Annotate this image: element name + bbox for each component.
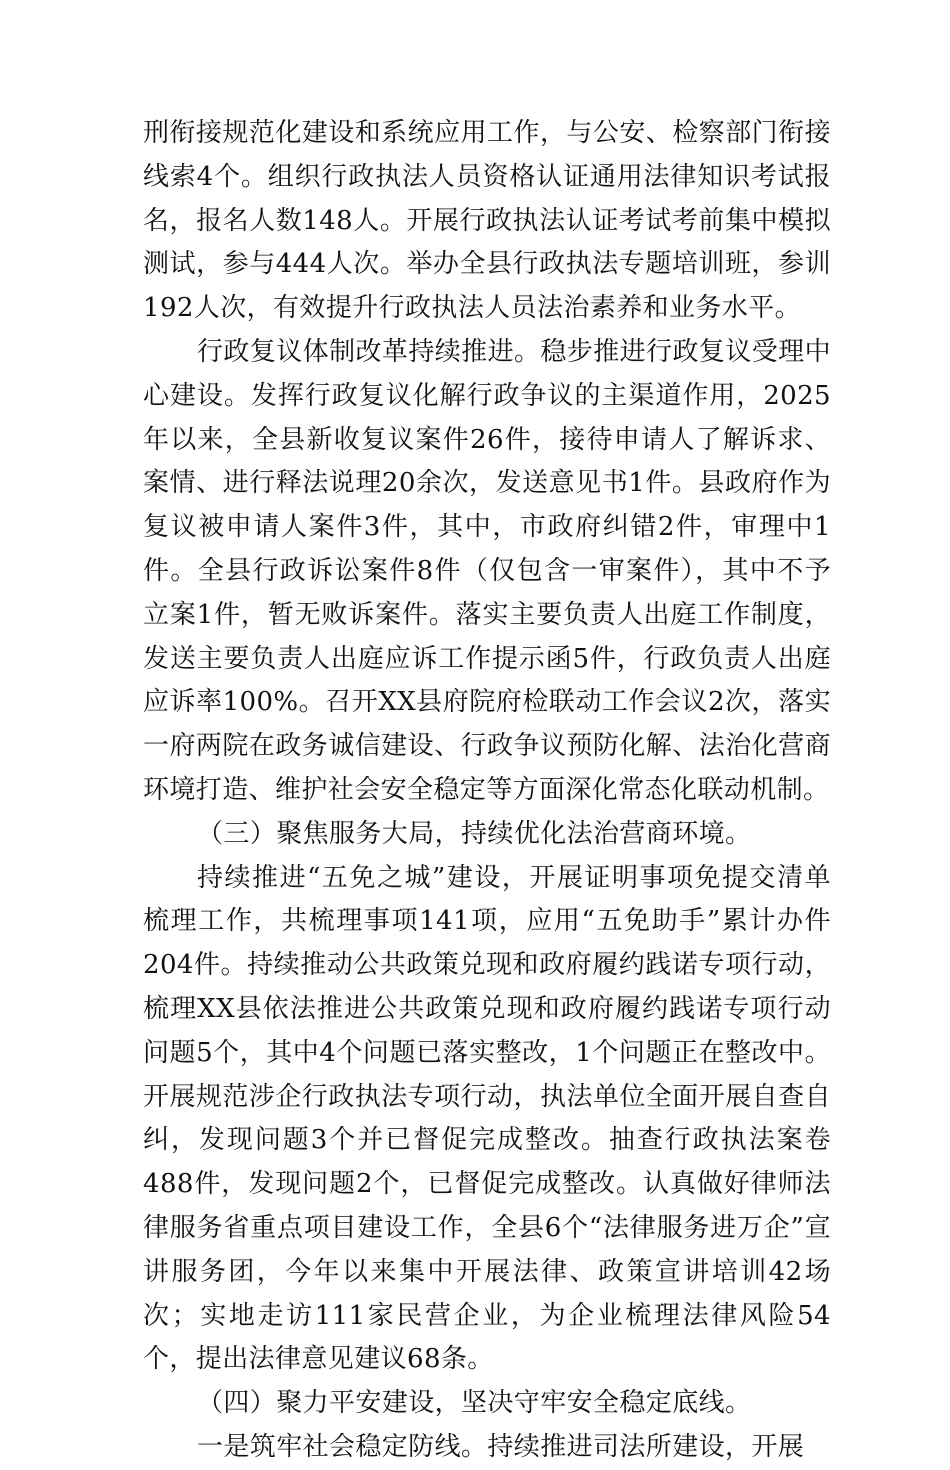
paragraph-business-environment: 持续推进“五免之城”建设，开展证明事项免提交清单梳理工作，共梳理事项141项，应用“五免助手”累计办件204件。持续推动公共政策兑现和政府履约践诺专项行动，梳理XX县依法推进公共政策兑现和政府履约践诺专项行动问题5个，其中4个问题已落实整改，1个问题正在整改中。开展规范涉企行政执法专项行动，执法单位全面开展自查自纠，发现问题3个并已督促完成整改。抽查行政执法案卷488件，发现问题2个，已督促完成整改。认真做好律师法律服务省重点项目建设工作，全县6个“法律服务进万企”宣讲服务团，今年以来集中开展法律、政策宣讲培训42场次；实地走访111家民营企业，为企业梳理法律风险54个，提出法律意见建议68条。 — [143, 862, 831, 1375]
paragraph-social-stability: 一是筑牢社会稳定防线。持续推进司法所建设，开展 — [197, 1431, 805, 1462]
section-heading-4: （四）聚力平安建设，坚决守牢安全稳定底线。 — [197, 1388, 752, 1419]
document-body — [143, 112, 831, 1470]
paragraph-enforcement-training: 刑衔接规范化建设和系统应用工作，与公安、检察部门衔接线索4个。组织行政执法人员资格认证通用法律知识考试报名，报名人数148人。开展行政执法认证考试考前集中模拟测试，参与444人次。举办全县行政执法专题培训班，参训192人次，有效提升行政执法人员法治素养和业务水平。 — [143, 118, 831, 324]
section-heading-3: （三）聚焦服务大局，持续优化法治营商环境。 — [197, 818, 752, 849]
paragraph-administrative-reconsideration: 行政复议体制改革持续推进。稳步推进行政复议受理中心建设。发挥行政复议化解行政争议的主渠道作用，2025年以来，全县新收复议案件26件，接待申请人了解诉求、案情、进行释法说理20余次，发送意见书1件。县政府作为复议被申请人案件3件，其中，市政府纠错2件，审理中1件。全县行政诉讼案件8件（仅包含一审案件），其中不予立案1件，暂无败诉案件。落实主要负责人出庭工作制度，发送主要负责人出庭应诉工作提示函5件，行政负责人出庭应诉率100%。召开XX县府院府检联动工作会议2次，落实一府两院在政务诚信建设、行政争议预防化解、法治化营商环境打造、维护社会安全稳定等方面深化常态化联动机制。 — [143, 336, 831, 805]
